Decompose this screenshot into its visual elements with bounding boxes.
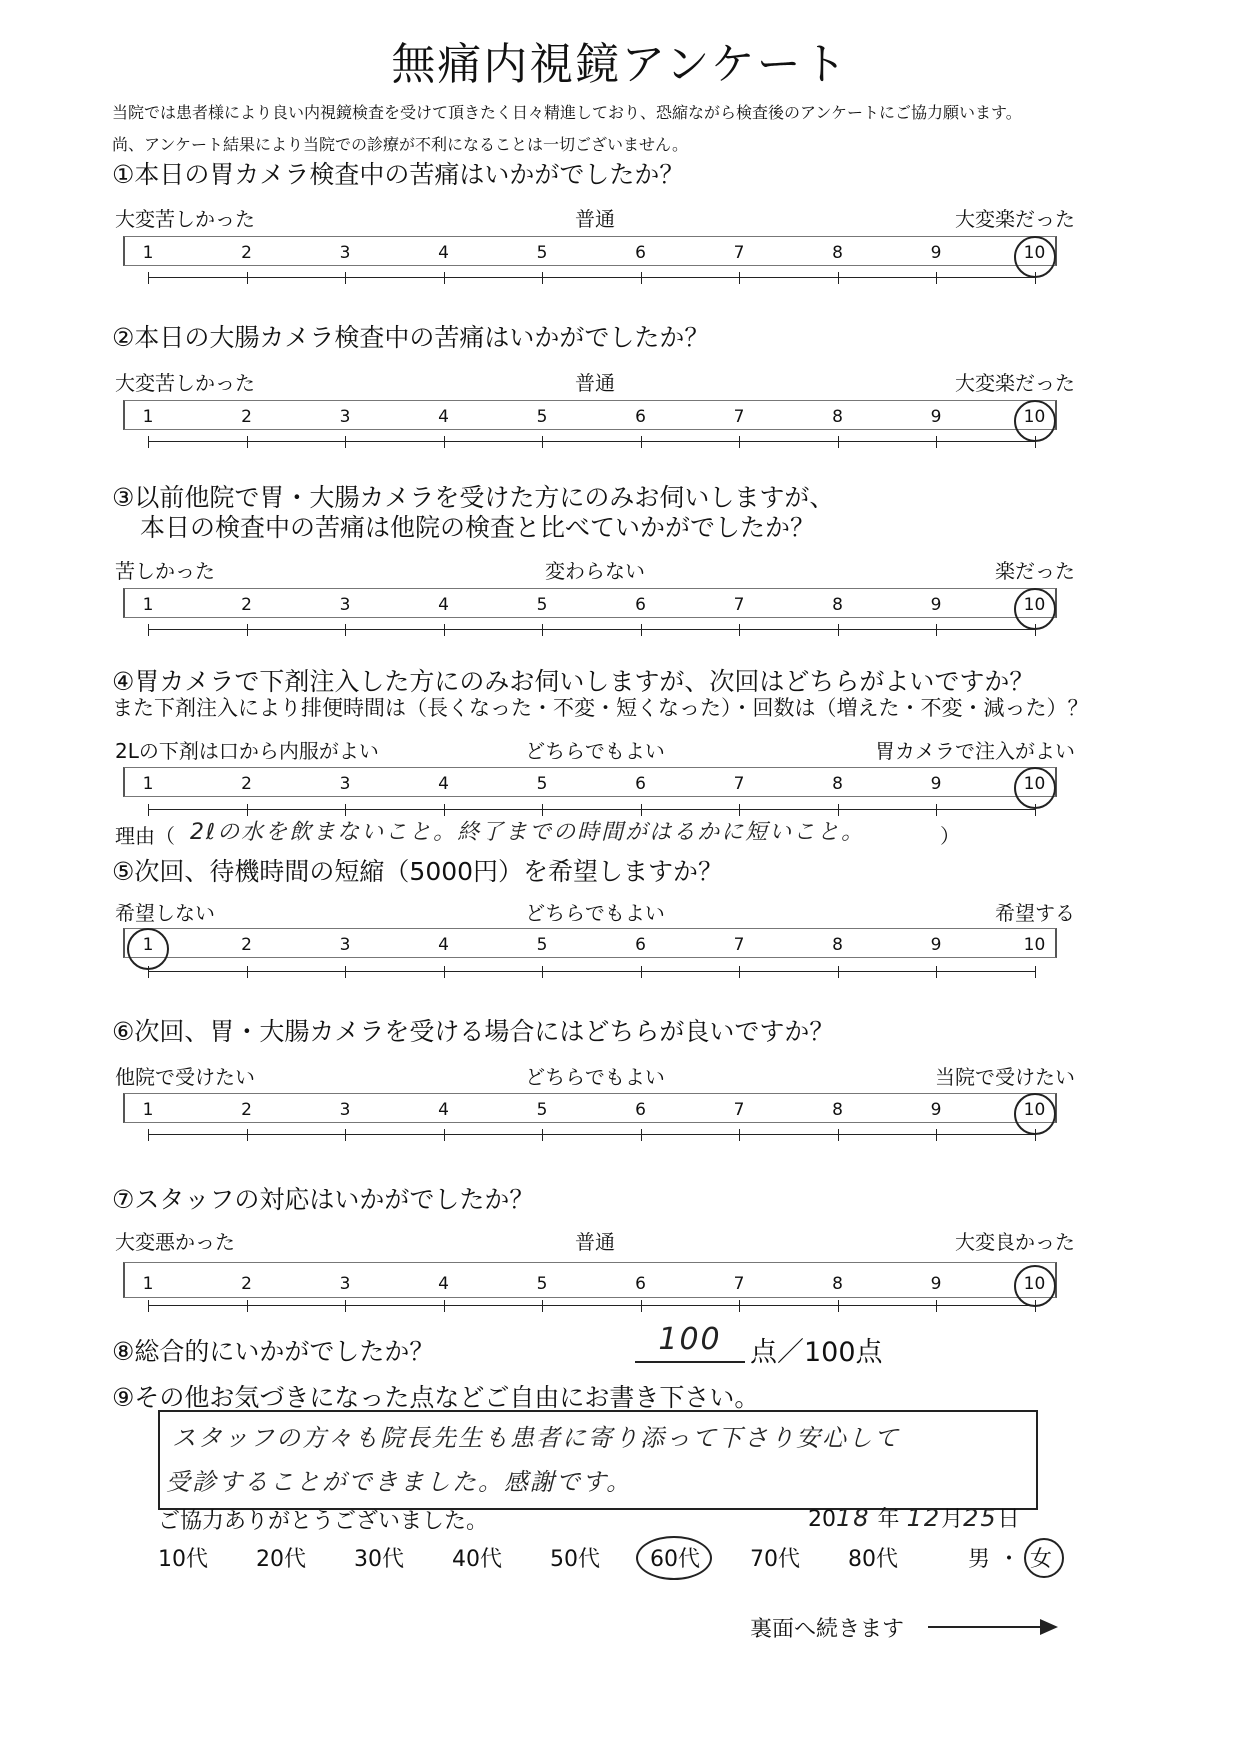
scale-tick — [739, 272, 740, 284]
scale-tick — [444, 272, 445, 284]
q5-left-label: 希望しない — [115, 901, 215, 925]
scale-number: 3 — [339, 243, 351, 263]
intro-line-1: 当院では患者様により良い内視鏡検査を受けて頂きたく日々精進しており、恐縮ながら検査後のアンケートにご協力願います。 — [112, 103, 1022, 122]
scale-number: 1 — [142, 595, 154, 615]
scale-number: 9 — [930, 407, 942, 427]
scale-number: 7 — [733, 407, 745, 427]
scale-number: 10 — [1023, 1274, 1046, 1294]
q1-left-label: 大変苦しかった — [115, 207, 255, 231]
date-day[interactable]: 25 — [963, 1504, 998, 1532]
age-option[interactable]: 80代 — [848, 1547, 898, 1572]
scale-number: 5 — [536, 407, 548, 427]
scale-tick — [838, 624, 839, 636]
scale-number: 4 — [438, 935, 449, 955]
q6-right-label: 当院で受けたい — [935, 1065, 1075, 1089]
q5-right-label: 希望する — [995, 901, 1075, 925]
scale-number: 8 — [832, 407, 843, 427]
scale-tick — [542, 436, 543, 448]
scale-number: 2 — [241, 243, 252, 263]
q2-left-label: 大変苦しかった — [115, 371, 255, 395]
scale-number: 9 — [930, 243, 942, 263]
scale-number: 10 — [1023, 1100, 1046, 1120]
q1-answer-circle[interactable] — [1014, 236, 1056, 278]
q5-scale-numbers — [0, 935, 1240, 959]
scale-number: 9 — [930, 935, 942, 955]
age-option[interactable]: 30代 — [354, 1547, 404, 1572]
q3-right-label: 楽だった — [995, 559, 1075, 583]
q5-answer-circle[interactable] — [127, 928, 169, 970]
gender-answer-circle — [1024, 1538, 1064, 1578]
scale-tick — [838, 436, 839, 448]
q4-answer-circle[interactable] — [1014, 767, 1056, 809]
q7-right-label: 大変良かった — [955, 1230, 1075, 1254]
scale-number: 4 — [438, 774, 449, 794]
scale-tick — [936, 624, 937, 636]
scale-tick — [936, 272, 937, 284]
scale-number: 4 — [438, 595, 449, 615]
scale-number: 1 — [142, 1100, 154, 1120]
age-option[interactable]: 40代 — [452, 1547, 502, 1572]
scale-tick — [641, 624, 642, 636]
scale-tick — [148, 804, 149, 816]
scale-tick — [542, 1300, 543, 1312]
age-option[interactable]: 50代 — [550, 1547, 600, 1572]
scale-number: 7 — [733, 1274, 745, 1294]
continue-text: 裏面へ続きます — [750, 1617, 905, 1642]
scale-number: 5 — [536, 595, 548, 615]
scale-tick — [739, 1129, 740, 1141]
scale-number: 6 — [635, 1100, 646, 1120]
age-answer-circle — [636, 1536, 712, 1580]
scale-tick — [838, 966, 839, 978]
q6-answer-circle[interactable] — [1014, 1093, 1056, 1135]
q4-line-2: また下剤注入により排便時間は（長くなった・不変・短くなった）・回数は（増えた・不変・減った）？ — [112, 696, 1089, 720]
scale-number: 4 — [438, 1100, 449, 1120]
scale-number: 10 — [1023, 407, 1046, 427]
q8-score-underline — [635, 1361, 745, 1363]
scale-tick — [739, 436, 740, 448]
q7-ticks — [148, 1300, 1036, 1312]
q2-ticks — [148, 436, 1036, 448]
scale-tick — [148, 272, 149, 284]
date-year-label: 年 — [877, 1507, 900, 1532]
thanks-text: ご協力ありがとうございました。 — [158, 1509, 489, 1534]
scale-number: 7 — [733, 595, 745, 615]
q8-score[interactable]: 100 — [658, 1322, 722, 1357]
scale-tick — [936, 1300, 937, 1312]
gender-male[interactable]: 男 — [968, 1547, 991, 1572]
scale-number: 10 — [1023, 243, 1046, 263]
page-title: 無痛内視鏡アンケート — [391, 39, 849, 90]
age-option[interactable]: 70代 — [750, 1547, 800, 1572]
scale-number: 10 — [1023, 774, 1046, 794]
q3-line-2: 本日の検査中の苦痛は他院の検査と比べていかがでしたか？ — [140, 513, 816, 542]
q4-line-1: ④胃カメラで下剤注入した方にのみお伺いしますが、次回はどちらがよいですか？ — [112, 667, 1035, 696]
scale-number: 3 — [339, 595, 351, 615]
q4-reason-label: 理由（ — [115, 824, 175, 848]
scale-tick — [641, 272, 642, 284]
scale-number: 7 — [733, 1100, 745, 1120]
scale-tick — [838, 272, 839, 284]
age-option[interactable]: 20代 — [256, 1547, 306, 1572]
scale-tick — [345, 1300, 346, 1312]
scale-number: 5 — [536, 1100, 548, 1120]
scale-number: 1 — [142, 774, 154, 794]
q8-text: ⑧総合的にいかがでしたか？ — [112, 1337, 435, 1366]
q2-mid-label: 普通 — [575, 371, 615, 395]
scale-tick — [345, 624, 346, 636]
q9-text: ⑨その他お気づきになった点などご自由にお書き下さい。 — [112, 1383, 760, 1412]
scale-number: 6 — [635, 774, 646, 794]
q2-right-label: 大変楽だった — [955, 371, 1075, 395]
scale-number: 3 — [339, 935, 351, 955]
scale-tick — [641, 1129, 642, 1141]
scale-number: 7 — [733, 243, 745, 263]
intro-line-2: 尚、アンケート結果により当院での診療が不利になることは一切ございません。 — [112, 135, 689, 154]
q6-text: ⑥次回、胃・大腸カメラを受ける場合にはどちらが良いですか？ — [112, 1017, 835, 1046]
q7-answer-circle[interactable] — [1014, 1265, 1056, 1307]
scale-tick — [148, 1300, 149, 1312]
q4-reason-close: ） — [940, 824, 960, 848]
scale-tick — [345, 1129, 346, 1141]
scale-number: 6 — [635, 595, 646, 615]
scale-number: 3 — [339, 407, 351, 427]
scale-tick — [838, 1129, 839, 1141]
scale-number: 2 — [241, 595, 252, 615]
date-year[interactable]: 18 — [836, 1504, 871, 1532]
scale-tick — [444, 624, 445, 636]
scale-number: 2 — [241, 935, 252, 955]
scale-number: 8 — [832, 243, 843, 263]
scale-tick — [1035, 966, 1036, 978]
q1-mid-label: 普通 — [575, 207, 615, 231]
scale-tick — [148, 624, 149, 636]
scale-number: 2 — [241, 407, 252, 427]
scale-number: 9 — [930, 1274, 942, 1294]
scale-number: 6 — [635, 1274, 646, 1294]
continue-arrow-line — [928, 1626, 1048, 1628]
gender-female[interactable]: 女 — [1030, 1547, 1053, 1572]
scale-tick — [641, 1300, 642, 1312]
scale-tick — [247, 966, 248, 978]
scale-number: 6 — [635, 407, 646, 427]
scale-tick — [444, 1300, 445, 1312]
scale-tick — [936, 1129, 937, 1141]
q1-ticks — [148, 272, 1036, 284]
age-option-selected[interactable]: 60代 — [650, 1547, 700, 1572]
scale-number: 5 — [536, 935, 548, 955]
scale-number: 7 — [733, 935, 745, 955]
q6-left-label: 他院で受けたい — [115, 1065, 255, 1089]
q6-mid-label: どちらでもよい — [525, 1065, 665, 1089]
scale-tick — [838, 1300, 839, 1312]
q3-mid-label: 変わらない — [545, 559, 645, 583]
scale-number: 5 — [536, 243, 548, 263]
scale-tick — [739, 1300, 740, 1312]
scale-tick — [936, 436, 937, 448]
q3-answer-circle[interactable] — [1014, 588, 1056, 630]
q1-right-label: 大変楽だった — [955, 207, 1075, 231]
scale-number: 6 — [635, 243, 646, 263]
scale-tick — [444, 436, 445, 448]
q5-text: ⑤次回、待機時間の短縮（5000円）を希望しますか？ — [112, 857, 724, 886]
q8-suffix: 点／100点 — [750, 1337, 883, 1368]
scale-tick — [148, 1129, 149, 1141]
scale-tick — [542, 624, 543, 636]
q7-mid-label: 普通 — [575, 1230, 615, 1254]
scale-number: 1 — [142, 407, 154, 427]
q2-answer-circle[interactable] — [1014, 400, 1056, 442]
q5-mid-label: どちらでもよい — [525, 901, 665, 925]
q7-left-label: 大変悪かった — [115, 1230, 235, 1254]
age-option[interactable]: 10代 — [158, 1547, 208, 1572]
scale-number: 8 — [832, 1274, 843, 1294]
scale-tick — [542, 966, 543, 978]
scale-number: 4 — [438, 407, 449, 427]
scale-number: 1 — [142, 1274, 154, 1294]
date — [808, 1502, 1020, 1533]
q4-left-label: 2Lの下剤は口から内服がよい — [115, 739, 379, 763]
scale-tick — [739, 966, 740, 978]
scale-number: 3 — [339, 1100, 351, 1120]
scale-tick — [936, 804, 937, 816]
scale-tick — [641, 436, 642, 448]
q2-text: ②本日の大腸カメラ検査中の苦痛はいかがでしたか？ — [112, 323, 710, 352]
q9-comment-line-1: スタッフの方々も院長先生も患者に寄り添って下さり安心して — [172, 1424, 900, 1452]
q3-line-1: ③以前他院で胃・大腸カメラを受けた方にのみお伺いしますが、 — [112, 483, 835, 512]
scale-number: 7 — [733, 774, 745, 794]
scale-tick — [247, 1300, 248, 1312]
date-day-label: 日 — [997, 1507, 1020, 1532]
q7-text: ⑦スタッフの対応はいかがでしたか？ — [112, 1185, 535, 1214]
scale-number: 10 — [1023, 595, 1046, 615]
scale-number: 2 — [241, 774, 252, 794]
q3-left-label: 苦しかった — [115, 559, 215, 583]
date-year-prefix: 20 — [808, 1507, 836, 1532]
scale-number: 2 — [241, 1100, 252, 1120]
scale-tick — [444, 1129, 445, 1141]
scale-number: 10 — [1023, 935, 1046, 955]
scale-tick — [345, 272, 346, 284]
q4-reason-text[interactable]: 2ℓの水を飲まないこと。終了までの時間がはるかに短いこと。 — [190, 820, 866, 845]
scale-number: 4 — [438, 243, 449, 263]
scale-number: 4 — [438, 1274, 449, 1294]
scale-tick — [641, 966, 642, 978]
scale-number: 1 — [142, 935, 154, 955]
q9-comment-line-2: 受診することができました。感謝です。 — [166, 1468, 633, 1496]
date-month-label: 月 — [941, 1507, 964, 1532]
arrow-right-icon — [1040, 1619, 1058, 1635]
scale-number: 2 — [241, 1274, 252, 1294]
scale-number: 3 — [339, 1274, 351, 1294]
scale-tick — [247, 272, 248, 284]
scale-tick — [148, 436, 149, 448]
scale-number: 5 — [536, 774, 548, 794]
scale-number: 3 — [339, 774, 351, 794]
scale-tick — [247, 1129, 248, 1141]
scale-tick — [542, 1129, 543, 1141]
q1-text: ①本日の胃カメラ検査中の苦痛はいかがでしたか？ — [112, 160, 685, 189]
scale-number: 5 — [536, 1274, 548, 1294]
q4-right-label: 胃カメラで注入がよい — [875, 739, 1075, 763]
scale-number: 8 — [832, 595, 843, 615]
gender-separator: ・ — [998, 1547, 1021, 1572]
scale-tick — [345, 436, 346, 448]
scale-tick — [247, 624, 248, 636]
q5-ticks — [148, 966, 1036, 978]
scale-tick — [345, 966, 346, 978]
scale-number: 9 — [930, 1100, 942, 1120]
scale-number: 8 — [832, 1100, 843, 1120]
q6-ticks — [148, 1129, 1036, 1141]
date-month[interactable]: 12 — [906, 1504, 942, 1532]
scale-number: 8 — [832, 774, 843, 794]
scale-number: 1 — [142, 243, 154, 263]
scale-number: 9 — [930, 595, 942, 615]
scale-tick — [247, 436, 248, 448]
scale-number: 8 — [832, 935, 843, 955]
scale-tick — [542, 272, 543, 284]
q3-ticks — [148, 624, 1036, 636]
scale-number: 6 — [635, 935, 646, 955]
scale-tick — [739, 624, 740, 636]
scale-tick — [444, 966, 445, 978]
scale-number: 9 — [930, 774, 942, 794]
q4-mid-label: どちらでもよい — [525, 739, 665, 763]
scale-tick — [936, 966, 937, 978]
